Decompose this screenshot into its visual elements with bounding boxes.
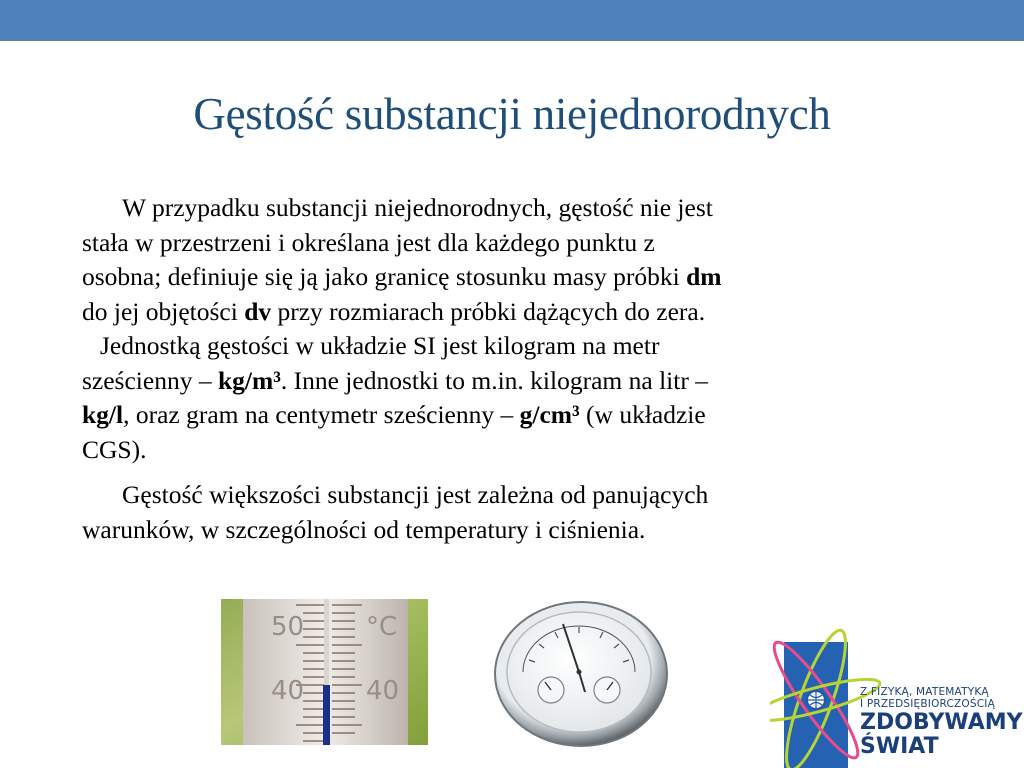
text-fragment: stała w przestrzeni i określana jest dla każdego punktu z — [82, 227, 655, 257]
text-fragment: CGS). — [82, 434, 147, 464]
text-fragment: Jednostką gęstości w układzie SI jest kilogram na metr — [100, 331, 660, 360]
slide-title: Gęstość substancji niejednorodnych — [193, 89, 831, 139]
thermometer-image — [221, 599, 428, 745]
text-line — [82, 226, 952, 261]
text-line — [82, 398, 952, 433]
unit-kg-m3: kg/m³ — [217, 365, 281, 395]
barometer-icon — [493, 600, 671, 748]
text-line — [82, 433, 952, 468]
text-fragment: Gęstość większości substancji jest zależna od panujących — [122, 480, 709, 509]
symbol-dv: dv — [244, 296, 272, 326]
text-fragment: (w układzie — [579, 400, 706, 429]
unit-kg-l: kg/l — [82, 400, 124, 429]
text-line — [82, 295, 952, 330]
logo-line-2: I PRZEDSIĘBIORCZOŚCIĄ — [860, 698, 995, 710]
top-accent-bar — [0, 0, 1024, 41]
text-fragment: , oraz gram na centymetr sześcienny – — [123, 400, 520, 429]
text-fragment: warunków, w szczególności od temperatury i ciśnienia. — [82, 514, 646, 544]
logo-line-3: ZDOBYWAMY — [860, 710, 1023, 735]
paragraph-temperature-pressure — [82, 478, 952, 547]
logo-line-4: ŚWIAT — [860, 734, 939, 759]
unit-g-cm3: g/cm³ — [519, 400, 580, 429]
project-logo — [770, 622, 1024, 768]
text-line — [82, 329, 952, 364]
thermometer-icon — [221, 599, 428, 745]
unit-label: °C — [366, 612, 398, 642]
text-line — [82, 191, 952, 226]
text-line — [82, 478, 952, 513]
text-line — [82, 260, 952, 295]
slide-body — [82, 191, 952, 595]
text-line — [82, 513, 952, 548]
scale-label-40-left: 40 — [271, 676, 305, 706]
barometer-image — [493, 600, 671, 748]
text-line — [82, 364, 952, 399]
logo-line-1: Z FIZYKĄ, MATEMATYKĄ — [860, 686, 989, 698]
text-fragment: W przypadku substancji niejednorodnych, gęstość nie jest — [122, 193, 713, 222]
text-fragment: do jej objętości — [82, 296, 245, 326]
scale-label-50: 50 — [271, 612, 305, 642]
paragraph-density-definition — [82, 191, 952, 467]
scale-label-40-right: 40 — [366, 676, 400, 706]
text-fragment: przy rozmiarach próbki dążących do zera. — [271, 296, 706, 326]
symbol-dm: dm — [686, 262, 722, 291]
text-fragment: sześcienny – — [82, 365, 218, 395]
text-fragment: osobna; definiuje się ją jako granicę stosunku masy próbki — [82, 262, 687, 291]
text-fragment: . Inne jednostki to m.in. kilogram na litr – — [280, 365, 708, 395]
